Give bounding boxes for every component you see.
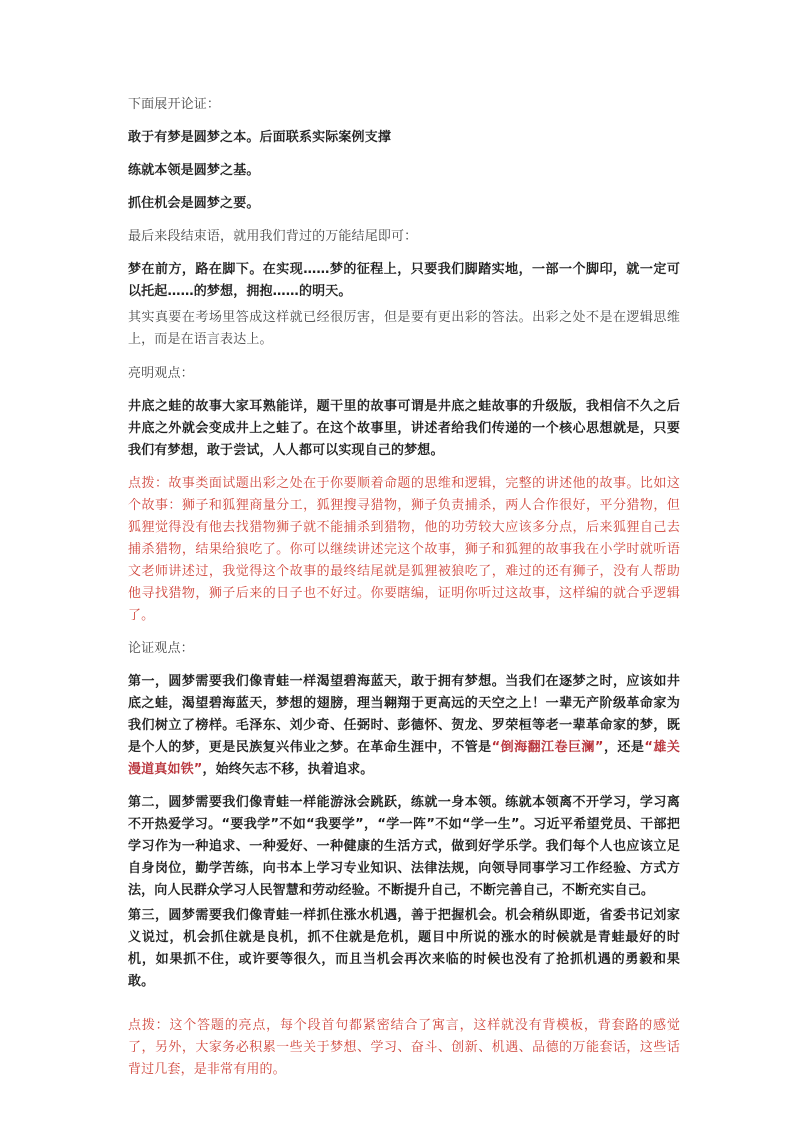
paragraph-first xyxy=(128,671,680,781)
paragraph-first-part-b: ，还是 xyxy=(603,740,645,755)
ending-text: 梦在前方，路在脚下。在实现……梦的征程上，只要我们脚踏实地，一部一个脚印，就一定可以托起……的梦想，拥抱……的明天。 xyxy=(128,262,680,299)
tip-paragraph-2: 点拨：这个答题的亮点，每个段首句都紧密结合了寓言，这样就没有背模板，背套路的感觉了，另外，大家务必积累一些关于梦想、学习、奋斗、创新、机遇、品德的万能套话，这些话背过几套，是非常有用的。 xyxy=(128,1018,680,1077)
quote-2: “雄关漫道真如铁” xyxy=(128,740,680,777)
comment-paragraph: 其实真要在考场里答成这样就已经很厉害，但是要有更出彩的答法。出彩之处不是在逻辑思维上，而是在语言表达上。 xyxy=(128,310,680,347)
paragraph-second: 第二，圆梦需要我们像青蛙一样能游泳会跳跃，练就一身本领。练就本领离不开学习，学习离不开热爱学习。“要我学”不如“我要学”，“学一阵”不如“学一生”。习近平希望党员、干部把学习作为一种追求、一种爱好、一种健康的生活方式，做到好学乐学。我们每个人也应该立足自身岗位，勤学苦练，向书本上学习专业知识、法律法规，向领导同事学习工作经验、方式方法，向人民群众学习人民智慧和劳动经验。不断提升自己，不断完善自己，不断充实自己。 xyxy=(128,795,680,898)
paragraph-first-part-c: ，始终矢志不移，执着追求。 xyxy=(202,762,374,777)
argument-point-3: 抓住机会是圆梦之要。 xyxy=(128,196,260,211)
argument-label: 论证观点： xyxy=(128,641,194,656)
paragraph-third: 第三，圆梦需要我们像青蛙一样抓住涨水机遇，善于把握机会。机会稍纵即逝，省委书记刘家义说过，机会抓住就是良机，抓不住就是危机，题目中所说的涨水的时候就是青蛙最好的时机，如果抓不住，或许要等很久，而且当机会再次来临的时候也没有了抢抓机遇的勇毅和果敢。 xyxy=(128,908,680,989)
tip-paragraph-1: 点拨：故事类面试题出彩之处在于你要顺着命题的思维和逻辑，完整的讲述他的故事。比如这个故事：狮子和狐狸商量分工，狐狸搜寻猎物，狮子负责捕杀，两人合作很好，平分猎物，但狐狸觉得没有他去找猎物狮子就不能捕杀到猎物，他的功劳较大应该多分点，后来狐狸自己去捕杀猎物，结果给狼吃了。你可以继续讲述完这个故事，狮子和狐狸的故事我在小学时就听语文老师讲述过，我觉得这个故事的最终结尾就是狐狸被狼吃了，难过的还有狮子，没有人帮助他寻找猎物，狮子后来的日子也不好过。你要瞎编，证明你听过这故事，这样编的就合乎逻辑了。 xyxy=(128,476,680,623)
ending-intro: 最后来段结束语，就用我们背过的万能结尾即可： xyxy=(128,229,418,244)
intro-label: 下面展开论证： xyxy=(128,97,221,112)
document-page xyxy=(128,94,680,1081)
argument-point-2: 练就本领是圆梦之基。 xyxy=(128,163,260,178)
argument-point-1: 敢于有梦是圆梦之本。后面联系实际案例支撑 xyxy=(128,130,392,145)
viewpoint-label: 亮明观点： xyxy=(128,366,194,381)
paragraph-first-part-a: 第一，圆梦需要我们像青蛙一样渴望碧海蓝天，敢于拥有梦想。当我们在逐梦之时，应该如井底之蛙，渴望碧海蓝天，梦想的翅膀，理当翱翔于更高远的天空之上！一辈无产阶级革命家为我们树立了榜样。毛泽东、刘少奇、任弼时、彭德怀、贺龙、罗荣桓等老一辈革命家的梦，既是个人的梦，更是民族复兴伟业之梦。在革命生涯中，不管是 xyxy=(128,674,680,755)
quote-1: “倒海翻江卷巨澜” xyxy=(491,740,604,755)
viewpoint-paragraph: 井底之蛙的故事大家耳熟能详，题干里的故事可谓是井底之蛙故事的升级版，我相信不久之后井底之外就会变成井上之蛙了。在这个故事里，讲述者给我们传递的一个核心思想就是，只要我们有梦想，敢于尝试，人人都可以实现自己的梦想。 xyxy=(128,399,680,458)
